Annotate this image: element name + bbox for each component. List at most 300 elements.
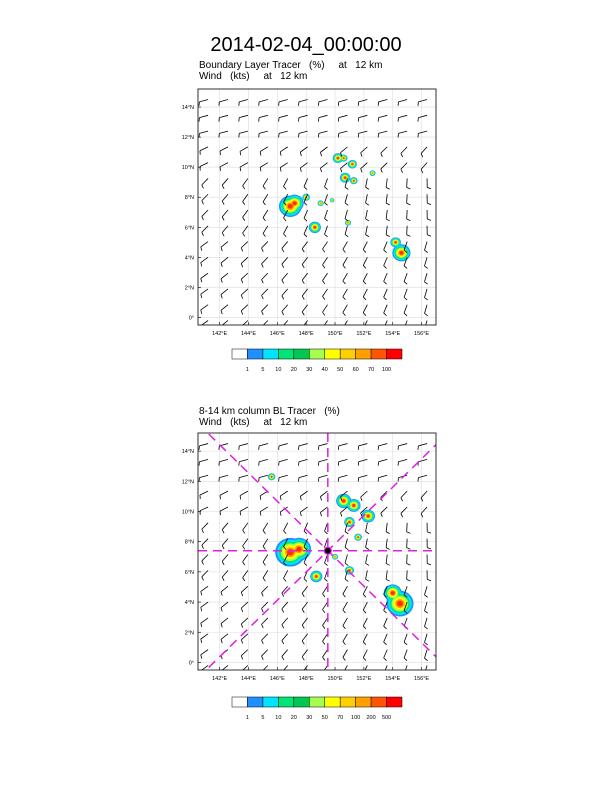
wind-barb bbox=[343, 273, 348, 284]
wind-barb-shaft bbox=[401, 507, 407, 513]
wind-barb-flag bbox=[302, 593, 304, 596]
wind-barb-flag bbox=[366, 203, 369, 205]
wind-barb-flag bbox=[201, 247, 202, 251]
wind-barb bbox=[201, 650, 208, 659]
wind-barb bbox=[318, 459, 327, 465]
wind-barb bbox=[338, 444, 347, 450]
wind-barb bbox=[263, 555, 268, 566]
wind-barb bbox=[323, 665, 328, 676]
tracer-contour bbox=[271, 476, 273, 478]
wind-barb bbox=[418, 459, 427, 465]
wind-barb-shaft bbox=[398, 459, 407, 461]
wind-barb bbox=[259, 444, 268, 450]
wind-barb-shaft bbox=[243, 523, 248, 530]
wind-barb-shaft bbox=[343, 305, 348, 313]
wind-barb-shaft bbox=[219, 475, 228, 477]
cross-section-swne bbox=[198, 445, 436, 678]
wind-barb bbox=[398, 444, 407, 450]
wind-barb-shaft bbox=[302, 289, 307, 296]
wind-barb-shaft bbox=[339, 459, 348, 461]
wind-barb-flag bbox=[323, 249, 325, 252]
wind-barb-shaft bbox=[404, 273, 407, 281]
wind-barb-flag bbox=[202, 577, 204, 581]
wind-barb-flag bbox=[221, 310, 222, 314]
wind-barb-shaft bbox=[339, 444, 348, 446]
wind-barb-shaft bbox=[259, 475, 268, 477]
wind-barb-shaft bbox=[239, 444, 248, 446]
wind-barb-shaft bbox=[199, 459, 208, 461]
wind-barb-flag bbox=[201, 639, 202, 643]
wind-barb-shaft bbox=[263, 178, 268, 186]
wind-barb-shaft bbox=[323, 586, 328, 593]
wind-barb bbox=[427, 194, 431, 204]
wind-barb-flag bbox=[384, 658, 387, 661]
panel2-subtitle-line2: Wind (kts) at 12 km bbox=[199, 417, 308, 428]
wind-barb-flag bbox=[343, 626, 346, 629]
wind-barb-flag bbox=[345, 531, 348, 533]
lat-tick-label: 12°N bbox=[181, 479, 194, 486]
lat-tick-label: 14°N bbox=[181, 449, 194, 456]
wind-barb-flag bbox=[282, 609, 284, 613]
wind-barb-shaft bbox=[241, 257, 248, 263]
wind-barb-flag bbox=[323, 657, 325, 660]
wind-barb-shaft bbox=[319, 459, 328, 461]
wind-barb-flag bbox=[384, 610, 387, 613]
wind-barb-shaft bbox=[200, 507, 208, 511]
wind-barb-shaft bbox=[339, 100, 348, 102]
wind-barb bbox=[323, 618, 328, 629]
wind-barb-flag bbox=[323, 625, 325, 628]
wind-barb-shaft bbox=[379, 115, 388, 117]
colorbar-label: 30 bbox=[306, 715, 313, 721]
wind-barb-flag bbox=[404, 329, 407, 332]
wind-barb bbox=[302, 320, 307, 331]
wind-barb bbox=[239, 131, 248, 137]
wind-barb bbox=[343, 289, 348, 300]
wind-barb-shaft bbox=[282, 602, 288, 609]
lat-tick-label: 0° bbox=[188, 315, 194, 322]
wind-barb-flag bbox=[243, 530, 245, 533]
wind-barb-shaft bbox=[241, 665, 248, 671]
wind-barb-shaft bbox=[366, 555, 368, 564]
wind-barb bbox=[202, 194, 208, 204]
tracer-contour bbox=[296, 547, 301, 552]
wind-barb-shaft bbox=[343, 602, 348, 610]
wind-barb bbox=[240, 507, 248, 515]
wind-barb bbox=[280, 491, 287, 500]
wind-barb-flag bbox=[343, 594, 346, 597]
wind-barb-shaft bbox=[199, 444, 208, 446]
wind-barb-flag bbox=[323, 281, 325, 284]
wind-barb bbox=[421, 163, 427, 173]
wind-barb bbox=[378, 100, 387, 106]
wind-barb bbox=[343, 242, 348, 253]
wind-barb-shaft bbox=[304, 210, 308, 218]
wind-barb bbox=[378, 444, 387, 450]
wind-barb bbox=[263, 194, 268, 205]
panel1-subtitle-line1: Boundary Layer Tracer (%) at 12 km bbox=[199, 60, 383, 71]
wind-barb-shaft bbox=[202, 523, 208, 529]
wind-barb-shaft bbox=[262, 320, 268, 326]
wind-barb bbox=[260, 147, 268, 156]
wind-barb-shaft bbox=[323, 273, 328, 280]
wind-barb-shaft bbox=[260, 163, 268, 168]
wind-barb-flag bbox=[241, 327, 242, 331]
wind-barb-shaft bbox=[384, 650, 388, 658]
wind-barb-flag bbox=[241, 624, 242, 628]
wind-barb-shaft bbox=[304, 178, 308, 186]
wind-barb-shaft bbox=[424, 242, 427, 251]
colorbar-swatch bbox=[247, 349, 262, 359]
colorbar-swatch bbox=[294, 349, 309, 359]
wind-barb-shaft bbox=[424, 650, 427, 659]
wind-barb bbox=[199, 459, 208, 465]
wind-barb bbox=[418, 131, 427, 137]
wind-barb-shaft bbox=[260, 147, 268, 152]
tracer-contour bbox=[342, 499, 345, 502]
lon-tick-label: 150°E bbox=[327, 331, 343, 337]
wind-barb bbox=[407, 178, 411, 189]
wind-barb bbox=[318, 444, 327, 450]
wind-barb-flag bbox=[302, 609, 304, 612]
wind-barb bbox=[366, 194, 369, 205]
wind-barb-shaft bbox=[201, 242, 208, 247]
lon-tick-label: 148°E bbox=[298, 331, 314, 337]
wind-barb bbox=[427, 210, 431, 220]
wind-barb bbox=[338, 115, 347, 121]
wind-barb bbox=[279, 444, 288, 450]
wind-barb-flag bbox=[300, 152, 301, 156]
wind-barb-shaft bbox=[323, 634, 328, 641]
wind-barb-flag bbox=[427, 203, 431, 204]
wind-barb bbox=[320, 491, 327, 500]
wind-barb-flag bbox=[241, 248, 242, 252]
wind-barb-flag bbox=[404, 266, 407, 269]
wind-barb bbox=[325, 178, 328, 189]
wind-barb-shaft bbox=[404, 634, 407, 642]
colorbar-label: 30 bbox=[306, 367, 313, 373]
wind-barb bbox=[220, 491, 228, 499]
wind-barb-flag bbox=[243, 578, 245, 581]
wind-barb-flag bbox=[263, 218, 265, 221]
wind-barb-flag bbox=[201, 263, 202, 267]
wind-barb bbox=[398, 115, 407, 121]
wind-barb-flag bbox=[401, 169, 403, 173]
wind-barb-flag bbox=[320, 512, 321, 516]
wind-barb-shaft bbox=[398, 115, 407, 117]
wind-barb-flag bbox=[325, 234, 328, 237]
wind-barb-flag bbox=[262, 280, 264, 284]
wind-barb-shaft bbox=[279, 475, 288, 477]
wind-barb-shaft bbox=[239, 115, 248, 117]
wind-barb-shaft bbox=[366, 523, 368, 532]
wind-barb-shaft bbox=[263, 570, 268, 578]
wind-barb-flag bbox=[407, 219, 411, 221]
wind-barb-flag bbox=[325, 563, 328, 566]
wind-barb bbox=[200, 163, 208, 171]
wind-barb bbox=[300, 491, 307, 500]
wind-barb-shaft bbox=[282, 273, 288, 280]
wind-barb bbox=[262, 289, 268, 299]
wind-barb bbox=[284, 178, 288, 189]
wind-barb-flag bbox=[427, 187, 431, 188]
wind-barb bbox=[243, 539, 248, 550]
wind-barb bbox=[345, 194, 348, 205]
wind-barb bbox=[241, 273, 248, 283]
wind-barb-shaft bbox=[221, 289, 228, 295]
tracer-contour bbox=[293, 201, 297, 205]
tracer-contour bbox=[314, 226, 317, 229]
wind-barb bbox=[323, 650, 328, 661]
wind-barb-shaft bbox=[379, 475, 388, 477]
wind-barb bbox=[407, 555, 411, 566]
wind-barb bbox=[398, 459, 407, 465]
wind-barb-shaft bbox=[339, 475, 348, 477]
wind-barb bbox=[424, 242, 427, 253]
wind-barb-shaft bbox=[381, 507, 387, 513]
wind-barb-shaft bbox=[241, 242, 248, 248]
wind-barb-shaft bbox=[282, 242, 288, 249]
wind-barb-flag bbox=[325, 203, 328, 206]
wind-barb-flag bbox=[263, 546, 265, 549]
wind-barb-flag bbox=[243, 186, 245, 189]
colorbar-swatch bbox=[371, 697, 386, 707]
wind-barb-shaft bbox=[243, 226, 248, 233]
wind-barb-shaft bbox=[384, 242, 388, 250]
wind-barb bbox=[424, 665, 427, 676]
wind-barb-flag bbox=[323, 312, 325, 315]
lat-tick-label: 14°N bbox=[181, 105, 194, 112]
wind-barb-shaft bbox=[379, 459, 388, 461]
wind-barb-shaft bbox=[386, 523, 387, 532]
wind-barb bbox=[201, 602, 208, 611]
wind-barb-flag bbox=[386, 235, 390, 237]
wind-barb bbox=[384, 273, 388, 284]
wind-barb bbox=[318, 131, 327, 137]
wind-barb bbox=[386, 523, 390, 534]
map-frame bbox=[198, 433, 436, 670]
wind-barb bbox=[421, 507, 427, 517]
wind-barb bbox=[427, 178, 431, 188]
wind-barb bbox=[202, 210, 208, 220]
wind-barb-flag bbox=[343, 312, 346, 315]
wind-barb-shaft bbox=[323, 257, 328, 264]
wind-barb-flag bbox=[221, 592, 222, 596]
wind-barb bbox=[384, 618, 388, 629]
wind-barb-flag bbox=[202, 561, 204, 565]
wind-barb bbox=[222, 539, 228, 549]
wind-barb-shaft bbox=[418, 444, 427, 446]
lon-tick-label: 142°E bbox=[212, 676, 228, 682]
wind-barb bbox=[424, 289, 427, 300]
wind-barb-flag bbox=[284, 186, 287, 189]
wind-barb bbox=[424, 305, 427, 316]
wind-barb bbox=[282, 665, 288, 675]
colorbar-swatch bbox=[294, 697, 309, 707]
wind-barb-flag bbox=[323, 610, 325, 613]
wind-barb-shaft bbox=[401, 163, 407, 169]
wind-barb-shaft bbox=[323, 602, 328, 609]
wind-barb-flag bbox=[260, 167, 261, 171]
wind-barb bbox=[239, 459, 248, 465]
wind-barb-flag bbox=[263, 562, 265, 565]
wind-barb-flag bbox=[241, 592, 242, 596]
wind-barb-shaft bbox=[302, 650, 307, 657]
wind-barb-shaft bbox=[222, 539, 228, 546]
wind-barb bbox=[241, 618, 248, 628]
wind-barb-shaft bbox=[262, 257, 268, 263]
wind-barb-flag bbox=[384, 250, 387, 253]
wind-barb-shaft bbox=[424, 586, 427, 595]
colorbar-label: 40 bbox=[321, 367, 328, 373]
wind-barb-shaft bbox=[202, 555, 208, 561]
wind-barb-shaft bbox=[366, 210, 368, 219]
wind-barb bbox=[262, 320, 268, 330]
colorbar-label: 10 bbox=[275, 715, 282, 721]
wind-barb-shaft bbox=[202, 210, 208, 216]
wind-barb-shaft bbox=[401, 491, 407, 497]
wind-barb-shaft bbox=[282, 634, 288, 641]
wind-barb bbox=[263, 210, 268, 221]
wind-barb bbox=[424, 618, 427, 629]
colorbar-label: 20 bbox=[290, 367, 297, 373]
wind-barb-flag bbox=[424, 611, 427, 613]
wind-barb-shaft bbox=[401, 147, 407, 153]
wind-barb bbox=[222, 210, 228, 220]
wind-barb bbox=[302, 242, 307, 253]
wind-barb-flag bbox=[302, 312, 304, 315]
wind-barb bbox=[282, 618, 288, 628]
colorbar-swatch bbox=[263, 349, 278, 359]
wind-barb-flag bbox=[284, 531, 287, 534]
wind-barb bbox=[201, 634, 208, 643]
wind-barb-flag bbox=[320, 168, 321, 172]
wind-barb-shaft bbox=[279, 459, 288, 461]
wind-barb-flag bbox=[221, 295, 222, 299]
wind-barb bbox=[282, 602, 288, 612]
wind-barb-flag bbox=[201, 294, 202, 298]
wind-barb-flag bbox=[401, 153, 403, 157]
wind-barb bbox=[202, 523, 208, 533]
wind-barb-shaft bbox=[263, 226, 268, 234]
wind-barb-flag bbox=[381, 169, 383, 173]
wind-barb-flag bbox=[404, 282, 407, 285]
wind-barb bbox=[259, 459, 268, 465]
wind-barb-shaft bbox=[418, 459, 427, 461]
wind-barb-shaft bbox=[222, 210, 228, 217]
wind-barb-shaft bbox=[202, 178, 208, 184]
wind-barb-shaft bbox=[201, 305, 208, 310]
wind-barb-flag bbox=[300, 168, 301, 172]
wind-barb-shaft bbox=[319, 115, 328, 117]
tracer-contour bbox=[288, 204, 293, 209]
wind-barb-flag bbox=[221, 624, 222, 628]
page-title: 2014-02-04_00:00:00 bbox=[210, 34, 402, 56]
wind-barb bbox=[240, 491, 248, 499]
wind-barb-flag bbox=[361, 497, 362, 501]
lat-tick-label: 4°N bbox=[184, 255, 194, 262]
wind-barb-shaft bbox=[239, 131, 248, 133]
wind-barb bbox=[323, 257, 328, 268]
wind-barb-flag bbox=[243, 562, 245, 565]
wind-barb-flag bbox=[366, 547, 369, 549]
wind-barb-shaft bbox=[200, 491, 208, 495]
wind-barb bbox=[240, 163, 248, 171]
wind-barb-shaft bbox=[262, 665, 268, 671]
wind-barb-flag bbox=[323, 594, 325, 597]
wind-barb-shaft bbox=[279, 131, 288, 133]
wind-barb bbox=[199, 131, 208, 137]
wind-barb bbox=[386, 194, 390, 205]
wind-barb bbox=[378, 115, 387, 121]
wind-barb-flag bbox=[366, 187, 369, 189]
wind-barb-flag bbox=[222, 546, 224, 549]
wind-barb bbox=[302, 257, 307, 268]
wind-barb-shaft bbox=[325, 178, 328, 186]
wind-barb bbox=[407, 194, 411, 205]
wind-barb-flag bbox=[407, 532, 411, 534]
wind-barb-flag bbox=[320, 497, 321, 501]
wind-barb-shaft bbox=[302, 618, 307, 625]
wind-barb-shaft bbox=[343, 257, 348, 265]
wind-barb bbox=[384, 665, 388, 676]
wind-barb-flag bbox=[201, 607, 202, 611]
wind-barb bbox=[222, 194, 228, 204]
wind-barb-flag bbox=[424, 266, 427, 268]
wind-barb-flag bbox=[407, 548, 411, 550]
wind-barb bbox=[199, 100, 208, 106]
colorbar-label: 200 bbox=[366, 715, 376, 721]
wind-barb-flag bbox=[384, 313, 387, 316]
wind-barb bbox=[358, 459, 367, 465]
wind-barb-flag bbox=[343, 297, 346, 300]
wind-barb bbox=[427, 523, 431, 533]
wind-barb bbox=[243, 178, 248, 189]
wind-barb-shaft bbox=[280, 491, 287, 496]
tracer-contour bbox=[343, 157, 345, 159]
wind-barb bbox=[282, 320, 288, 330]
wind-barb-shaft bbox=[345, 539, 347, 548]
wind-barb-flag bbox=[341, 513, 342, 517]
colorbar-swatch bbox=[356, 697, 371, 707]
wind-barb-shaft bbox=[222, 523, 228, 530]
wind-barb-shaft bbox=[384, 257, 388, 265]
lon-tick-label: 152°E bbox=[356, 676, 372, 682]
wind-barb bbox=[221, 634, 228, 643]
wind-barb-shaft bbox=[404, 289, 407, 297]
colorbar-label: 500 bbox=[381, 715, 392, 721]
wind-barb-shaft bbox=[221, 273, 228, 279]
wind-barb-shaft bbox=[282, 618, 288, 625]
wind-barb-shaft bbox=[221, 602, 228, 608]
tracer-contour bbox=[351, 163, 353, 165]
wind-barb-shaft bbox=[199, 100, 208, 102]
wind-barb bbox=[222, 555, 228, 565]
wind-barb bbox=[302, 618, 307, 629]
wind-barb-shaft bbox=[201, 634, 208, 639]
wind-barb-shaft bbox=[404, 305, 407, 313]
wind-barb bbox=[200, 147, 208, 155]
wind-barb bbox=[378, 475, 387, 481]
wind-barb bbox=[323, 289, 328, 300]
wind-barb-flag bbox=[427, 532, 431, 533]
wind-barb bbox=[381, 163, 387, 173]
wind-barb-flag bbox=[427, 579, 431, 580]
wind-barb bbox=[279, 459, 288, 465]
wind-barb-shaft bbox=[221, 305, 228, 311]
wind-barb-flag bbox=[202, 216, 204, 220]
wind-barb-flag bbox=[280, 512, 281, 516]
